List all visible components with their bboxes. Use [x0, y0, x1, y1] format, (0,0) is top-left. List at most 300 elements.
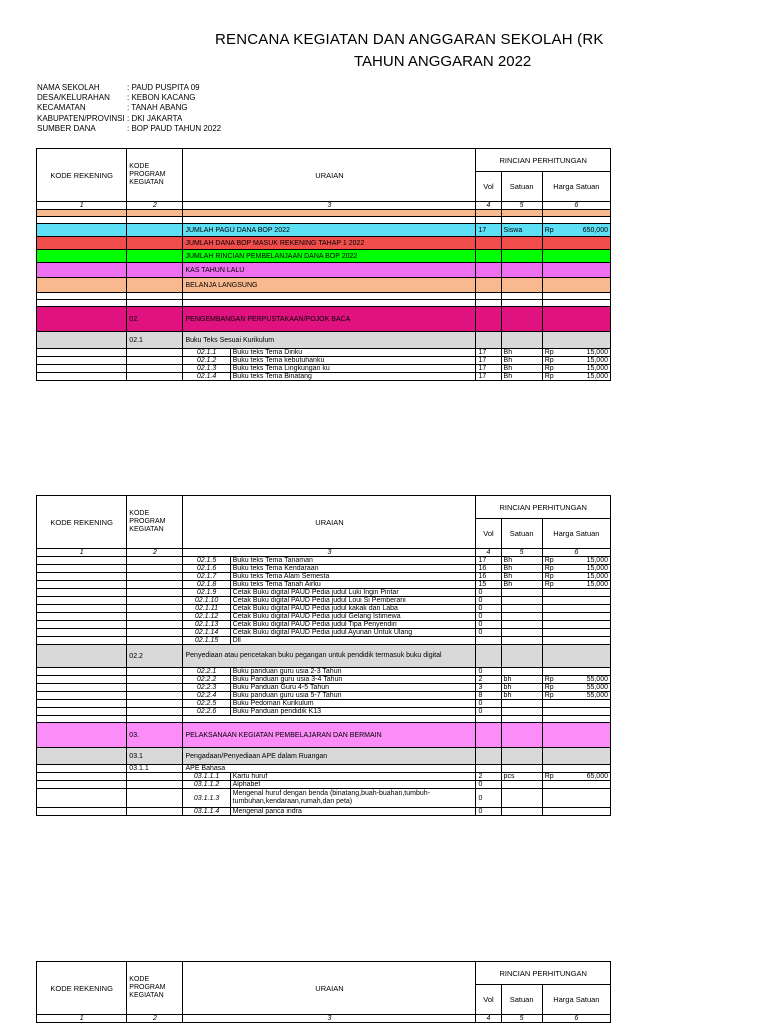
currency-label: Rp	[544, 373, 554, 380]
item-number: 02.1.13	[183, 621, 230, 629]
item-harga	[542, 581, 610, 589]
table-row	[37, 781, 611, 789]
item-satuan: Bh	[501, 357, 542, 365]
header-kode-rekening: KODE REKENING	[37, 496, 127, 549]
kode-program-cell: 02.1	[127, 332, 183, 349]
item-satuan: pcs	[501, 773, 542, 781]
table-row	[37, 365, 611, 373]
empty-cell	[476, 300, 501, 307]
item-number: 03.1.1.3	[183, 789, 230, 808]
empty-cell	[37, 300, 127, 307]
row-description: PELAKSANAAN KEGIATAN PEMBELAJARAN DAN BERMAIN	[183, 723, 476, 748]
table-row	[37, 692, 611, 700]
item-satuan	[501, 621, 542, 629]
header-vol: Vol	[476, 985, 501, 1015]
item-harga	[542, 589, 610, 597]
kode-rekening-cell	[37, 597, 127, 605]
item-satuan	[501, 637, 542, 645]
kode-program-cell	[127, 597, 183, 605]
kode-program-cell	[127, 263, 183, 278]
item-description: Alphabet	[230, 781, 476, 789]
row-vol	[476, 237, 501, 250]
header-satuan: Satuan	[501, 985, 542, 1015]
column-number: 6	[542, 549, 610, 557]
currency-label: Rp	[544, 365, 554, 372]
table-row	[37, 808, 611, 816]
item-number: 02.1.8	[183, 581, 230, 589]
item-satuan	[501, 708, 542, 716]
row-vol	[476, 263, 501, 278]
empty-cell	[476, 217, 501, 224]
item-vol: 0	[476, 613, 501, 621]
item-vol: 0	[476, 789, 501, 808]
price-value: 15,000	[586, 373, 608, 380]
item-satuan	[501, 808, 542, 816]
row-satuan	[501, 645, 542, 668]
empty-cell	[542, 300, 610, 307]
kode-program-cell	[127, 773, 183, 781]
table-row	[37, 332, 611, 349]
kode-program-cell	[127, 621, 183, 629]
kode-program-cell	[127, 565, 183, 573]
header-uraian: URAIAN	[183, 962, 476, 1015]
item-description: Buku Pedoman Kurikulum	[230, 700, 476, 708]
table-row	[37, 278, 611, 293]
column-number: 4	[476, 202, 501, 210]
item-satuan	[501, 589, 542, 597]
empty-cell	[183, 716, 476, 723]
item-harga	[542, 565, 610, 573]
currency-label: Rp	[544, 349, 554, 356]
item-number: 02.1.11	[183, 605, 230, 613]
row-satuan	[501, 723, 542, 748]
empty-cell	[37, 293, 127, 300]
item-harga	[542, 637, 610, 645]
info-value: : KEBON KACANG	[127, 93, 196, 103]
price-value: 15,000	[586, 565, 608, 572]
table-row	[37, 613, 611, 621]
item-harga	[542, 613, 610, 621]
row-harga	[542, 723, 610, 748]
info-row	[37, 93, 221, 103]
kode-program-cell: 02.2	[127, 645, 183, 668]
kode-rekening-cell	[37, 765, 127, 773]
kode-rekening-cell	[37, 373, 127, 381]
row-harga	[542, 250, 610, 263]
item-number: 02.2.2	[183, 676, 230, 684]
kode-program-cell: 03.1	[127, 748, 183, 765]
item-description: Buku Panduan pendidik K13	[230, 708, 476, 716]
item-vol: 17	[476, 365, 501, 373]
table-row	[37, 621, 611, 629]
table-row	[37, 293, 611, 300]
item-harga	[542, 781, 610, 789]
item-vol: 0	[476, 621, 501, 629]
column-number: 3	[183, 202, 476, 210]
header-kode-rekening: KODE REKENING	[37, 962, 127, 1015]
item-harga	[542, 557, 610, 565]
item-satuan: Bh	[501, 573, 542, 581]
empty-cell	[476, 293, 501, 300]
item-satuan: Bh	[501, 557, 542, 565]
price-value: 15,000	[586, 349, 608, 356]
kode-rekening-cell	[37, 307, 127, 332]
empty-cell	[183, 300, 476, 307]
item-satuan: bh	[501, 676, 542, 684]
item-vol: 16	[476, 565, 501, 573]
item-description: Buku panduan guru usia 5-7 Tahun	[230, 692, 476, 700]
kode-rekening-cell	[37, 332, 127, 349]
kode-rekening-cell	[37, 700, 127, 708]
info-value: : PAUD PUSPITA 09	[127, 83, 200, 92]
row-satuan	[501, 250, 542, 263]
table-row	[37, 224, 611, 237]
header-harga-satuan: Harga Satuan	[542, 519, 610, 549]
item-satuan: Bh	[501, 365, 542, 373]
item-harga	[542, 700, 610, 708]
kode-rekening-cell	[37, 629, 127, 637]
header-harga-satuan: Harga Satuan	[542, 172, 610, 202]
header-rincian: RINCIAN PERHITUNGAN	[476, 149, 611, 172]
table-row	[37, 637, 611, 645]
item-description: Cetak Buku digital PAUD Pedia judul kakak dan Laba	[230, 605, 476, 613]
row-harga	[542, 748, 610, 765]
row-vol	[476, 748, 501, 765]
header-vol: Vol	[476, 172, 501, 202]
item-description: Cetak Buku digital PAUD Pedia judul Luki Ingin Pintar	[230, 589, 476, 597]
kode-program-cell	[127, 373, 183, 381]
item-vol: 0	[476, 781, 501, 789]
kode-rekening-cell	[37, 773, 127, 781]
price-value: 55,000	[586, 684, 608, 691]
item-satuan: Bh	[501, 373, 542, 381]
info-value: : BOP PAUD TAHUN 2022	[127, 123, 222, 133]
budget-table-1	[36, 148, 611, 381]
table-row	[37, 789, 611, 808]
row-vol	[476, 332, 501, 349]
row-satuan	[501, 748, 542, 765]
info-row	[37, 103, 221, 113]
empty-cell	[501, 300, 542, 307]
kode-program-cell	[127, 573, 183, 581]
item-satuan	[501, 668, 542, 676]
price-value: 15,000	[586, 365, 608, 372]
column-number: 1	[37, 549, 127, 557]
item-vol: 0	[476, 668, 501, 676]
item-satuan: Bh	[501, 565, 542, 573]
column-number: 1	[37, 1015, 127, 1023]
item-satuan	[501, 789, 542, 808]
kode-program-cell	[127, 557, 183, 565]
item-vol: 17	[476, 373, 501, 381]
kode-rekening-cell	[37, 581, 127, 589]
header-rincian: RINCIAN PERHITUNGAN	[476, 962, 611, 985]
info-row	[37, 124, 221, 134]
item-vol: 0	[476, 605, 501, 613]
item-number: 02.1.10	[183, 597, 230, 605]
price-value: 55,000	[586, 676, 608, 683]
item-number: 02.2.1	[183, 668, 230, 676]
kode-program-cell	[127, 668, 183, 676]
table-row	[37, 684, 611, 692]
item-harga	[542, 597, 610, 605]
item-number: 02.1.9	[183, 589, 230, 597]
header-vol: Vol	[476, 519, 501, 549]
table-row	[37, 373, 611, 381]
item-description: Cetak Buku digital PAUD Pedia judul Gelang Istimewa	[230, 613, 476, 621]
item-vol: 2	[476, 676, 501, 684]
empty-cell	[542, 293, 610, 300]
price-value: 15,000	[586, 573, 608, 580]
row-harga	[542, 224, 610, 237]
kode-rekening-cell	[37, 748, 127, 765]
item-number: 02.2.6	[183, 708, 230, 716]
row-satuan	[501, 263, 542, 278]
row-vol	[476, 645, 501, 668]
item-description: Buku teks Tema Lingkungan ku	[230, 365, 476, 373]
row-satuan: Siswa	[501, 224, 542, 237]
item-number: 03.1.1.2	[183, 781, 230, 789]
table-row	[37, 589, 611, 597]
table-row	[37, 668, 611, 676]
row-description: PENGEMBANGAN PERPUSTAKAAN/POJOK BACA	[183, 307, 476, 332]
item-harga	[542, 676, 610, 684]
item-number: 02.2.5	[183, 700, 230, 708]
header-kode-program: KODE PROGRAM KEGIATAN	[127, 149, 183, 202]
item-vol: 15	[476, 581, 501, 589]
kode-rekening-cell	[37, 676, 127, 684]
item-number: 02.1.2	[183, 357, 230, 365]
info-value: : TANAH ABANG	[127, 103, 188, 113]
item-number: 02.1.4	[183, 373, 230, 381]
item-harga	[542, 573, 610, 581]
empty-cell	[476, 765, 501, 773]
item-harga	[542, 629, 610, 637]
info-label: KABUPATEN/PROVINSI	[37, 113, 125, 123]
price-value: 15,000	[586, 357, 608, 364]
empty-cell	[127, 716, 183, 723]
item-vol: 0	[476, 629, 501, 637]
kode-program-cell: 03.	[127, 723, 183, 748]
kode-rekening-cell	[37, 250, 127, 263]
currency-label: Rp	[544, 565, 554, 572]
kode-program-cell	[127, 349, 183, 357]
item-harga	[542, 708, 610, 716]
kode-rekening-cell	[37, 557, 127, 565]
column-number: 1	[37, 202, 127, 210]
sub-description: APE Bahasa	[183, 765, 476, 773]
item-vol: 0	[476, 700, 501, 708]
kode-rekening-cell	[37, 589, 127, 597]
row-vol: 17	[476, 224, 501, 237]
table-row	[37, 557, 611, 565]
info-label: KECAMATAN	[37, 103, 86, 113]
empty-cell	[542, 716, 610, 723]
item-vol: 0	[476, 708, 501, 716]
item-number: 03.1.1.1	[183, 773, 230, 781]
table-row	[37, 645, 611, 668]
kode-program-cell	[127, 589, 183, 597]
item-vol: 17	[476, 557, 501, 565]
kode-rekening-cell	[37, 278, 127, 293]
price-value: 65,000	[586, 773, 608, 780]
header-uraian: URAIAN	[183, 496, 476, 549]
item-number: 02.1.6	[183, 565, 230, 573]
info-row	[37, 83, 221, 93]
item-vol: 3	[476, 684, 501, 692]
kode-rekening-cell	[37, 573, 127, 581]
kode-rekening-cell	[37, 645, 127, 668]
info-value: : DKI JAKARTA	[127, 113, 183, 123]
item-harga	[542, 773, 610, 781]
table-row	[37, 723, 611, 748]
header-kode-rekening: KODE REKENING	[37, 149, 127, 202]
kode-program-cell	[127, 676, 183, 684]
item-harga	[542, 789, 610, 808]
item-satuan: Bh	[501, 581, 542, 589]
item-description: Buku panduan guru usia 2-3 Tahun	[230, 668, 476, 676]
item-harga	[542, 621, 610, 629]
item-description: Buku teks Tema kebutuhanku	[230, 357, 476, 365]
row-description: KAS TAHUN LALU	[183, 263, 476, 278]
table-row	[37, 716, 611, 723]
kode-rekening-cell	[37, 365, 127, 373]
kode-program-cell	[127, 637, 183, 645]
empty-cell	[501, 765, 542, 773]
item-harga	[542, 373, 610, 381]
table-row	[37, 708, 611, 716]
kode-rekening-cell	[37, 263, 127, 278]
kode-rekening-cell	[37, 708, 127, 716]
currency-label: Rp	[544, 692, 554, 699]
item-vol: 0	[476, 597, 501, 605]
column-number: 5	[501, 549, 542, 557]
item-description: Buku Panduan Guru 4-5 Tahun	[230, 684, 476, 692]
empty-cell	[127, 300, 183, 307]
column-number: 2	[127, 1015, 183, 1023]
kode-rekening-cell	[37, 808, 127, 816]
item-description: Kartu huruf	[230, 773, 476, 781]
table-row	[37, 773, 611, 781]
item-satuan	[501, 605, 542, 613]
item-harga	[542, 684, 610, 692]
kode-program-cell	[127, 224, 183, 237]
item-satuan	[501, 781, 542, 789]
row-satuan	[501, 332, 542, 349]
header-kode-program: KODE PROGRAM KEGIATAN	[127, 496, 183, 549]
kode-program-cell	[127, 605, 183, 613]
kode-program-cell	[127, 278, 183, 293]
price-value: 15,000	[586, 581, 608, 588]
currency-label: Rp	[544, 226, 554, 234]
kode-program-cell: 03.1.1	[127, 765, 183, 773]
header-satuan: Satuan	[501, 172, 542, 202]
item-description: Cetak Buku digital PAUD Pedia judul Ayunan Untuk Ulang	[230, 629, 476, 637]
table-row	[37, 250, 611, 263]
kode-rekening-cell	[37, 613, 127, 621]
kode-program-cell	[127, 708, 183, 716]
item-vol: 0	[476, 589, 501, 597]
item-number: 02.2.3	[183, 684, 230, 692]
currency-label: Rp	[544, 557, 554, 564]
column-number: 5	[501, 202, 542, 210]
row-harga	[542, 332, 610, 349]
school-info	[37, 83, 221, 134]
kode-rekening-cell	[37, 237, 127, 250]
column-number: 2	[127, 549, 183, 557]
kode-program-cell	[127, 808, 183, 816]
empty-cell	[183, 210, 476, 217]
item-description: Buku teks Tema Binatang	[230, 373, 476, 381]
item-number: 02.2.4	[183, 692, 230, 700]
row-harga	[542, 278, 610, 293]
item-description: Buku teks Tema Tanah Airku	[230, 581, 476, 589]
item-number: 02.1.7	[183, 573, 230, 581]
empty-cell	[37, 217, 127, 224]
row-vol	[476, 307, 501, 332]
kode-rekening-cell	[37, 565, 127, 573]
row-harga	[542, 263, 610, 278]
info-label: NAMA SEKOLAH	[37, 83, 100, 92]
item-description: Buku teks Tema Kendaraan	[230, 565, 476, 573]
table-row	[37, 581, 611, 589]
kode-rekening-cell	[37, 605, 127, 613]
kode-rekening-cell	[37, 781, 127, 789]
currency-label: Rp	[544, 684, 554, 691]
item-satuan: bh	[501, 692, 542, 700]
item-vol: 8	[476, 692, 501, 700]
item-number: 02.1.3	[183, 365, 230, 373]
currency-label: Rp	[544, 581, 554, 588]
table-row	[37, 237, 611, 250]
currency-label: Rp	[544, 357, 554, 364]
kode-rekening-cell	[37, 668, 127, 676]
kode-program-cell	[127, 629, 183, 637]
table-row	[37, 349, 611, 357]
row-harga	[542, 645, 610, 668]
kode-rekening-cell	[37, 789, 127, 808]
empty-cell	[37, 210, 127, 217]
empty-cell	[501, 217, 542, 224]
table-row	[37, 565, 611, 573]
row-description: JUMLAH DANA BOP MASUK REKENING TAHAP 1 2022	[183, 237, 476, 250]
header-harga-satuan: Harga Satuan	[542, 985, 610, 1015]
kode-program-cell	[127, 692, 183, 700]
column-number: 4	[476, 549, 501, 557]
empty-cell	[542, 210, 610, 217]
item-harga	[542, 808, 610, 816]
info-row	[37, 114, 221, 124]
item-satuan	[501, 629, 542, 637]
header-satuan: Satuan	[501, 519, 542, 549]
row-satuan	[501, 237, 542, 250]
item-description: Dll	[230, 637, 476, 645]
kode-rekening-cell	[37, 349, 127, 357]
price-value: 55,000	[586, 692, 608, 699]
table-row	[37, 676, 611, 684]
column-number: 3	[183, 549, 476, 557]
empty-cell	[501, 210, 542, 217]
item-satuan	[501, 700, 542, 708]
row-description: Buku Teks Sesuai Kurikulum	[183, 332, 476, 349]
kode-program-cell	[127, 700, 183, 708]
item-number: 03.1.1.4	[183, 808, 230, 816]
column-number: 4	[476, 1015, 501, 1023]
currency-label: Rp	[544, 676, 554, 683]
header-uraian: URAIAN	[183, 149, 476, 202]
kode-program-cell	[127, 781, 183, 789]
kode-program-cell	[127, 789, 183, 808]
